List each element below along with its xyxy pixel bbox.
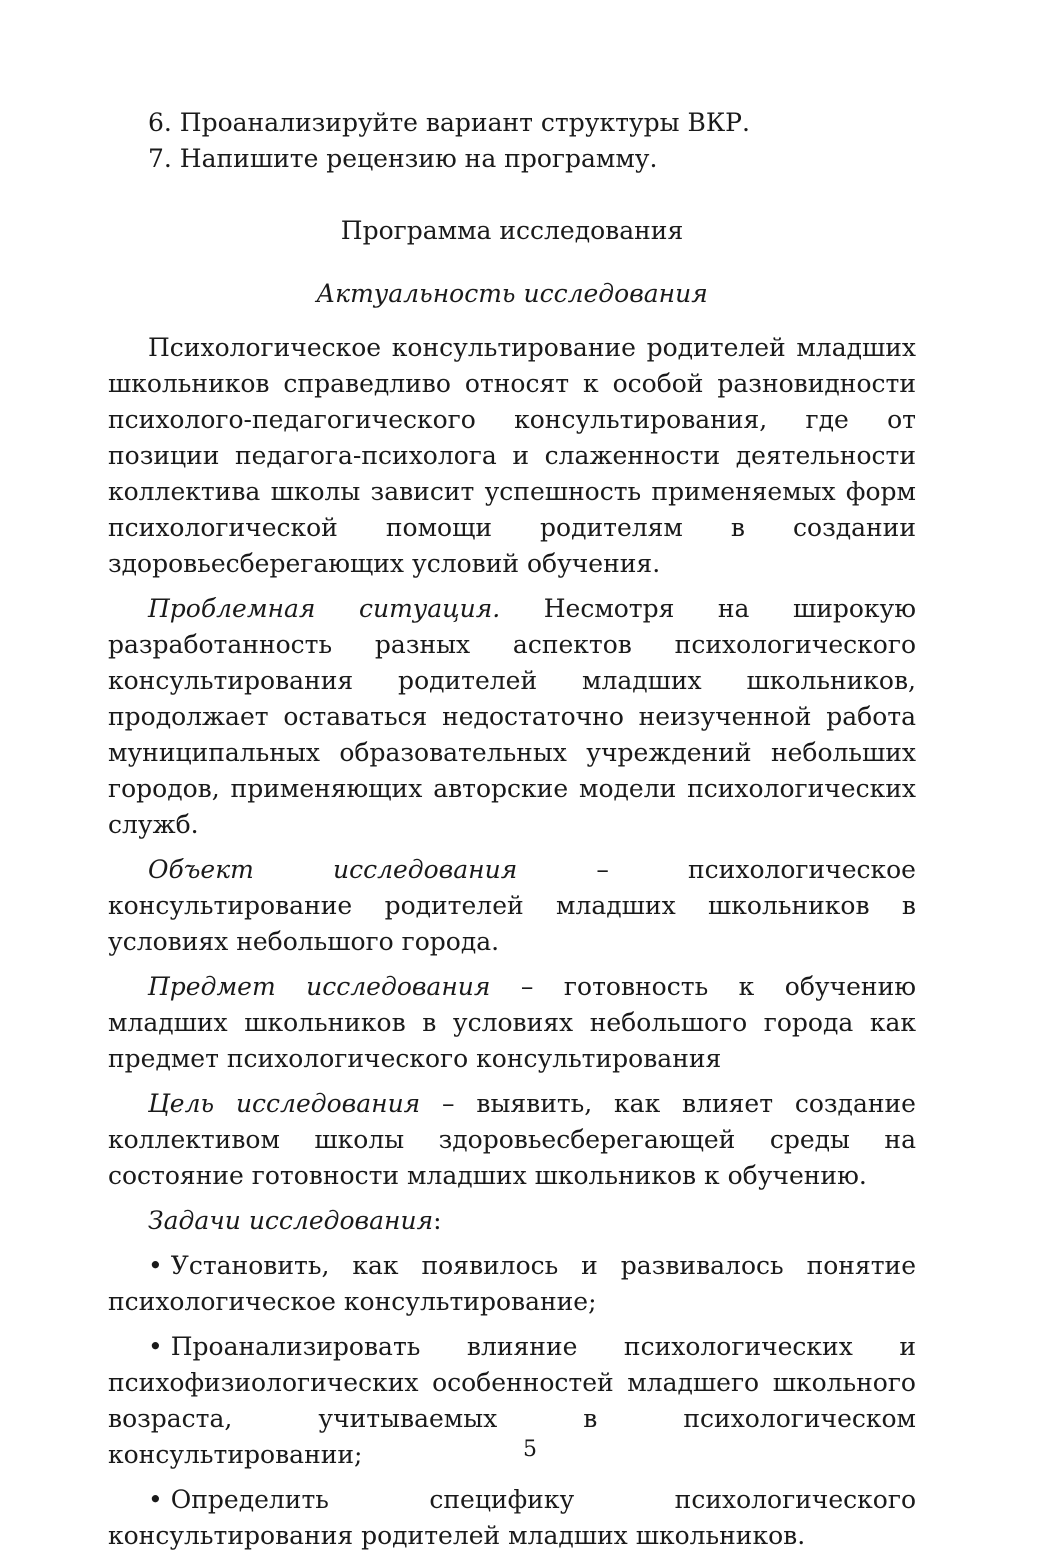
problem-text: Несмотря на широкую разработанность разных аспектов психологического консультирования родителей младших школьников, продолжает оставаться недостаточно неизученной работа муниципальных образовательных учреждений небольших городов, применяющих авторские модели психологических служб.: [108, 594, 917, 839]
task-item-1: [108, 1248, 916, 1320]
object-paragraph: [108, 852, 916, 960]
subject-label: Предмет исследования: [148, 972, 491, 1001]
document-page: [108, 105, 917, 1550]
goal-paragraph: [108, 1086, 916, 1194]
bullet-icon: •: [148, 1485, 163, 1514]
object-text: – психологическое консультирование родителей младших школьников в условиях небольшого города.: [108, 855, 916, 956]
subject-paragraph: [108, 969, 916, 1077]
tasks-colon: :: [433, 1206, 442, 1235]
relevance-title: Актуальность исследования: [316, 279, 708, 308]
subject-text: – готовность к обучению младших школьников в условиях небольшого города как предмет психологического консультирования: [108, 972, 916, 1073]
tasks-heading: [108, 1203, 916, 1239]
task-text-2: Проанализировать влияние психологических и психофизиологических особенностей младшего школьного возраста, учитываемых в психологическом консультировании;: [108, 1332, 916, 1469]
bullet-icon: •: [148, 1332, 163, 1361]
problem-label: Проблемная ситуация.: [148, 594, 501, 623]
program-title: Программа исследования: [340, 216, 684, 245]
list-item-6: 6. Проанализируйте вариант структуры ВКР.: [148, 108, 750, 137]
bullet-icon: •: [148, 1251, 163, 1280]
list-item-7: 7. Напишите рецензию на программу.: [148, 144, 658, 173]
problem-paragraph: [108, 591, 916, 843]
goal-text: – выявить, как влияет создание коллективом школы здоровьесберегающей среды на состояние готовности младших школьников к обучению.: [108, 1089, 916, 1190]
task-item-3: [108, 1482, 916, 1554]
page-number: 5: [523, 1437, 537, 1462]
object-label: Объект исследования: [148, 855, 518, 884]
goal-label: Цель исследования: [148, 1089, 421, 1118]
relevance-paragraph: Психологическое консультирование родителей младших школьников справедливо относят к особой разновидности психолого-педагогического консультирования, где от позиции педагога-психолога и слаженности деятельности коллектива школы зависит успешность применяемых форм психологической помощи родителям в создании здоровьесберегающих условий обучения.: [108, 333, 916, 578]
task-text-1: Установить, как появилось и развивалось понятие психологическое консультирование;: [108, 1251, 916, 1316]
task-text-3: Определить специфику психологического консультирования родителей младших школьников.: [108, 1485, 916, 1550]
tasks-label: Задачи исследования: [148, 1206, 434, 1235]
